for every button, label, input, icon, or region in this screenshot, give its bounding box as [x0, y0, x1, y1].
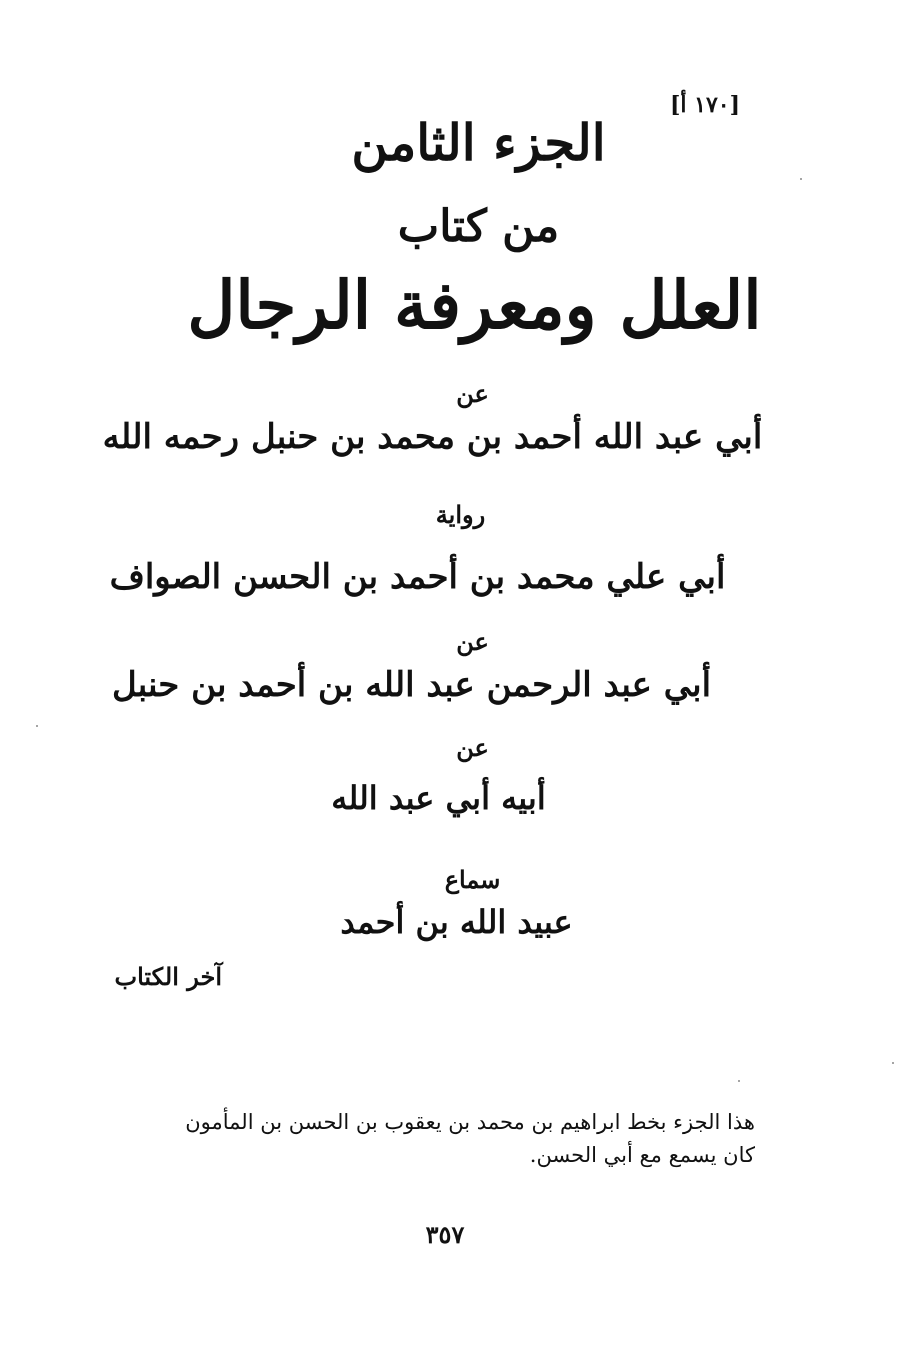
page-number: ٣٥٧ [425, 1220, 465, 1249]
paper-speck [800, 178, 802, 180]
paper-speck [738, 1080, 740, 1082]
chain-name-2: أبي علي محمد بن أحمد بن الحسن الصواف [109, 557, 726, 597]
chain-name-1: أبي عبد الله أحمد بن محمد بن حنبل رحمه الله [102, 417, 763, 457]
paper-speck [892, 1062, 894, 1064]
chain-connector-1: عن [456, 379, 489, 408]
chain-name-3: أبي عبد الرحمن عبد الله بن أحمد بن حنبل [111, 665, 712, 705]
chain-connector-5: سماع [444, 865, 501, 894]
folio-marker: [١٧٠ أ] [669, 92, 741, 118]
paper-speck [36, 725, 38, 727]
chain-name-4: أبيه أبي عبد الله [331, 779, 546, 817]
book-title: العلل ومعرفة الرجال [187, 266, 762, 344]
footnote-line-2: كان يسمع مع أبي الحسن. [529, 1142, 755, 1167]
footnote-line-1: هذا الجزء بخط ابراهيم بن محمد بن يعقوب بن الحسن بن المأمون [185, 1110, 755, 1134]
part-heading: الجزء الثامن [351, 113, 606, 172]
chain-connector-4: عن [456, 733, 489, 762]
chain-connector-2: رواية [435, 500, 486, 529]
end-of-book-note: آخر الكتاب [114, 962, 222, 991]
footnote [90, 1106, 755, 1171]
chain-connector-3: عن [456, 627, 489, 656]
from-book-heading: من كتاب [397, 201, 560, 252]
chain-name-5: عبيد الله بن أحمد [340, 903, 573, 941]
